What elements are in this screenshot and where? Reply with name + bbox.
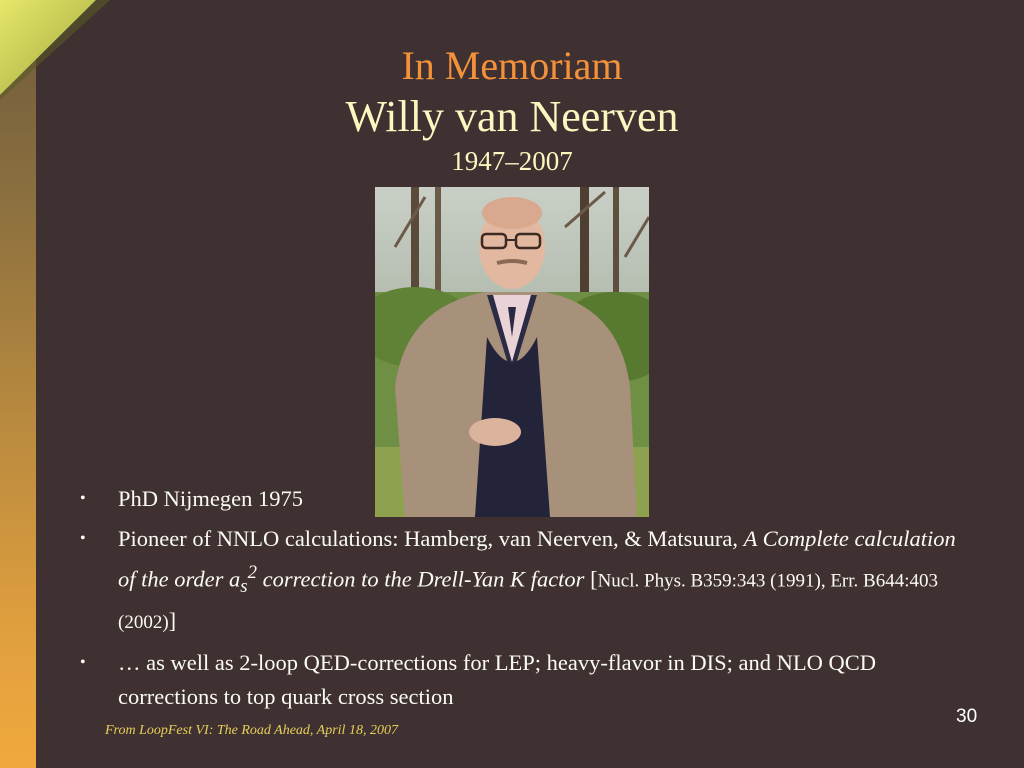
list-item [76,522,956,640]
list-item [76,646,956,714]
paper-title-end: correction to the Drell-Yan K factor [256,566,585,592]
paper-title: A Complete calculation of the order a [118,526,956,592]
subscript: s [240,576,248,597]
journal-reference: Nucl. Phys. B359:343 (1991), Err. B644:403 (2002) [118,570,938,633]
list-item [76,482,956,516]
bullet-text: PhD Nijmegen 1975 [118,486,303,511]
bullet-text: … as well as 2-loop QED-corrections for LEP; heavy-flavor in DIS; and NLO QCD corrections to top quark cross section [118,650,876,709]
bullet-dot: • [80,490,86,507]
portrait-photo [375,187,649,517]
footer-text: From LoopFest VI: The Road Ahead, April 18, 2007 [105,723,398,738]
bullet-text: Pioneer of NNLO calculations: Hamberg, van Neerven, & Matsuura, [118,526,744,551]
slide-heading: In Memoriam [401,43,623,88]
bullet-dot: • [80,654,86,671]
bullet-dot: • [80,530,86,547]
life-dates: 1947–2007 [451,146,573,176]
slide-title: Willy van Neerven [345,92,679,141]
superscript: 2 [247,562,257,583]
page-number: 30 [956,706,978,727]
bullet-list [76,482,956,720]
ref-bracket-open: [ [584,566,598,592]
ref-bracket-close: ] [168,608,177,633]
